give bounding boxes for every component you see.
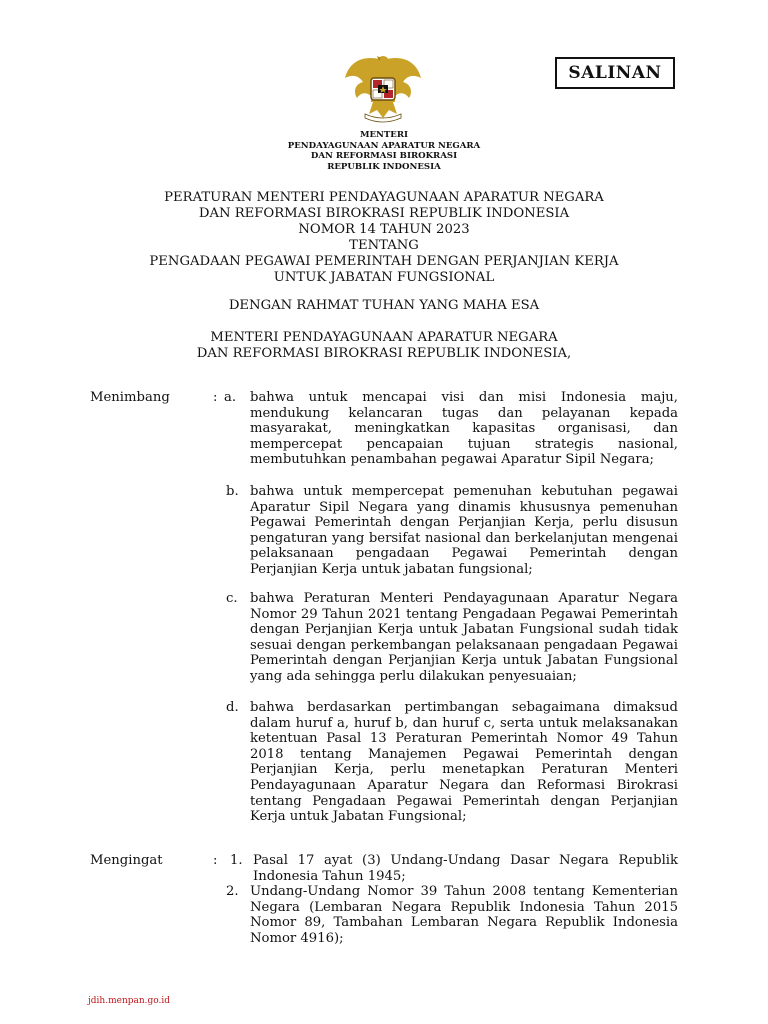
ministry-header-line: MENTERI [359, 130, 409, 140]
regulation-number: NOMOR 14 TAHUN 2023 [298, 222, 470, 237]
blessing-line: DENGAN RAHMAT TUHAN YANG MAHA ESA [228, 298, 540, 313]
garuda-emblem-icon [343, 52, 423, 124]
menimbang-marker-a: a. [224, 390, 237, 405]
menimbang-marker-d: d. [226, 700, 239, 715]
menimbang-item-b: bahwa untuk mempercepat pemenuhan kebutuhan pegawai Aparatur Sipil Negara yang dinamis khususnya pemenuhan Pegawai Pemerintah dengan Perjanjian Kerja, perlu disusun pengaturan yang bersifat nasional dan berkelanjutan mengenai pelaksanaan pengadaan Pegawai Pemerintah dengan Perjanjian Kerja untuk jabatan fungsional; [250, 484, 678, 577]
regulation-title [84, 190, 684, 286]
mengingat-colon: : [213, 853, 218, 868]
menimbang-marker-c: c. [226, 591, 238, 606]
menimbang-marker-b: b. [226, 484, 239, 499]
regulation-title-line: PERATURAN MENTERI PENDAYAGUNAAN APARATUR NEGARA [164, 190, 604, 205]
ministry-header [234, 130, 534, 172]
menimbang-item-a: bahwa untuk mencapai visi dan misi Indonesia maju, mendukung kelancaran tugas dan pelayanan kepada masyarakat, meningkatkan kapasitas organisasi, dan mempercepat pencapaian tujuan strategis nasional, membutuhkan penambahan pegawai Aparatur Sipil Negara; [250, 390, 678, 468]
regulation-about: TENTANG [349, 238, 419, 253]
mengingat-marker-2: 2. [226, 884, 239, 899]
mengingat-label: Mengingat [90, 853, 163, 868]
mengingat-item-1: Pasal 17 ayat (3) Undang-Undang Dasar Negara Republik Indonesia Tahun 1945; [253, 853, 678, 884]
salinan-stamp: SALINAN [555, 57, 675, 89]
ministry-header-line: PENDAYAGUNAAN APARATUR NEGARA [287, 140, 481, 151]
footer-website-link[interactable]: jdih.menpan.go.id [88, 996, 171, 1006]
ministry-header-line: DAN REFORMASI BIROKRASI [310, 151, 458, 161]
ministry-header-line: REPUBLIK INDONESIA [327, 161, 441, 172]
mengingat-item-2: Undang-Undang Nomor 39 Tahun 2008 tentang Kementerian Negara (Lembaran Negara Republik Indonesia Tahun 2015 Nomor 89, Tambahan Lembaran Negara Republik Indonesia Nomor 4916); [250, 884, 678, 946]
menimbang-item-c: bahwa Peraturan Menteri Pendayagunaan Aparatur Negara Nomor 29 Tahun 2021 tentang Pengadaan Pegawai Pemerintah dengan Perjanjian Kerja untuk Jabatan Fungsional sudah tidak sesuai dengan perkembangan pelaksanaan pengadaan Pegawai Pemerintah dengan Perjanjian Kerja untuk Jabatan Fungsional yang ada sehingga perlu dilakukan penyesuaian; [250, 591, 678, 684]
issuer-block [84, 330, 684, 362]
regulation-subject-line: UNTUK JABATAN FUNGSIONAL [273, 270, 495, 285]
menimbang-label: Menimbang [90, 390, 170, 405]
issuer-line: MENTERI PENDAYAGUNAAN APARATUR NEGARA [210, 330, 558, 345]
regulation-title-line: DAN REFORMASI BIROKRASI REPUBLIK INDONESIA [198, 206, 570, 221]
menimbang-colon: : [213, 390, 218, 405]
issuer-line: DAN REFORMASI BIROKRASI REPUBLIK INDONESIA, [196, 346, 572, 361]
regulation-subject-line: PENGADAAN PEGAWAI PEMERINTAH DENGAN PERJANJIAN KERJA [149, 254, 619, 269]
menimbang-item-d: bahwa berdasarkan pertimbangan sebagaimana dimaksud dalam huruf a, huruf b, dan huruf c, serta untuk melaksanakan ketentuan Pasal 13 Peraturan Pemerintah Nomor 49 Tahun 2018 tentang Manajemen Pegawai Pemerintah dengan Perjanjian Kerja, perlu menetapkan Peraturan Menteri Pendayagunaan Aparatur Negara dan Reformasi Birokrasi tentang Pengadaan Pegawai Pemerintah dengan Perjanjian Kerja untuk Jabatan Fungsional; [250, 700, 678, 825]
mengingat-marker-1: 1. [230, 853, 243, 868]
